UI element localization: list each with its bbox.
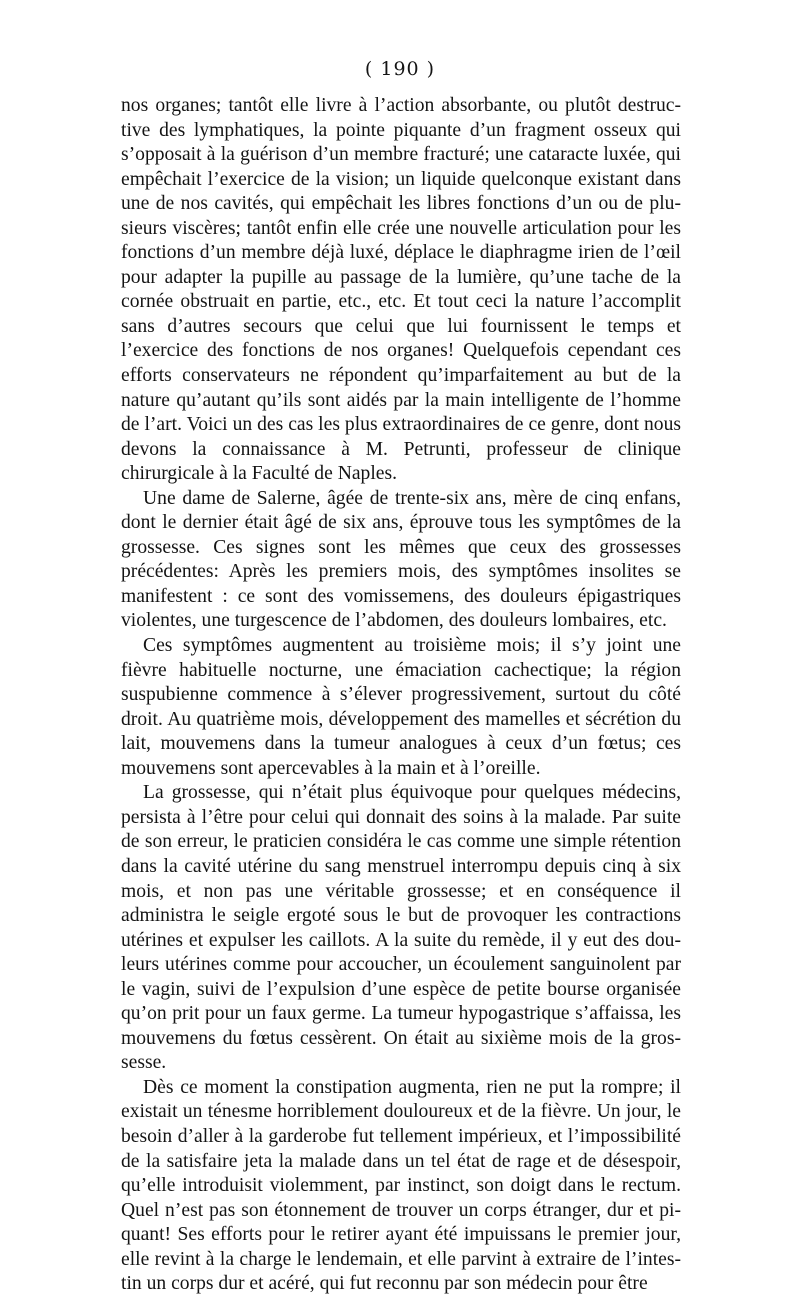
paragraph-3: Ces symptômes augmentent au troisième mois; il s’y joint une fièvre habituelle nocturne, une émaciation cachectique; la région suspubienne commence à s’élever progressivement, surtout du côté droit. Au quatrième mois, développement des mamelles et sécrétion du lait, mouvemens dans la tumeur analogues à ceux d’un fœtus; ces mouvemens sont apercevables à la main et à l’oreille. — [121, 635, 681, 779]
body-text — [121, 94, 681, 1297]
paragraph-4: La grossesse, qui n’était plus équivoque pour quelques médecins, persista à l’être pour celui qui donnait des soins à la malade. Par suite de son erreur, le praticien considéra le cas comme une simple rétention dans la cavité utérine du sang menstruel interrompu depuis cinq à six mois, et non pas une véritable grossesse; et en conséquence il administra le seigle ergoté sous le but de provoquer les contractions utérines et expulser les caillots. A la suite du remède, il y eut des douleurs utérines comme pour accoucher, un écoulement sanguinolent par le vagin, suivi de l’expulsion d’une espèce de petite bourse organisée qu’on prit pour un faux germe. La tumeur hypogastrique s’affaissa, les mouvemens du fœtus cessèrent. On était au sixième mois de la grossesse. — [121, 782, 681, 1074]
paragraph-5: Dès ce moment la constipation augmenta, rien ne put la rompre; il existait un ténesme horriblement douloureux et de la fièvre. Un jour, le besoin d’aller à la garderobe fut tellement impérieux, et l’impossibilité de la satisfaire jeta la malade dans un tel état de rage et de désespoir, qu’elle introduisit violemment, par instinct, son doigt dans le rectum. Quel n’est pas son étonnement de trouver un corps étranger, dur et piquant! Ses efforts pour le retirer ayant été impuissans le premier jour, elle revint à la charge le lendemain, et elle parvint à extraire de l’intestin un corps dur et acéré, qui fut reconnu par son médecin pour être — [121, 1076, 681, 1295]
page-number: ( 190 ) — [364, 58, 436, 80]
paragraph-1: nos organes; tantôt elle livre à l’action absorbante, ou plutôt destructive des lymphatiques, la pointe piquante d’un fragment osseux qui s’opposait à la guérison d’un membre fracturé; une cataracte luxée, qui empêchait l’exercice de la vision; un liquide quelconque existant dans une de nos cavités, qui empêchait les libres fonctions d’un ou de plusieurs viscères; tantôt enfin elle crée une nouvelle articulation pour les fonctions d’un membre déjà luxé, déplace le diaphragme irien de l’œil pour adapter la pupille au passage de la lumière, qu’une tache de la cornée obstruait en partie, etc., etc. Et tout ceci la nature l’accomplit sans d’autres secours que celui que lui fournissent le temps et l’exercice des fonctions de nos organes! Quelquefois cependant ces efforts conservateurs ne répondent qu’imparfaitement au but de la nature qu’autant qu’ils sont aidés par la main intelligente de l’homme de l’art. Voici un des cas les plus extraordinaires de ce genre, dont nous devons la connaissance à M. Petrunti, professeur de clinique chirurgicale à la Faculté de Naples. — [121, 95, 681, 485]
paragraph-2: Une dame de Salerne, âgée de trente-six ans, mère de cinq enfans, dont le dernier était âgé de six ans, éprouve tous les symptômes de la grossesse. Ces signes sont les mêmes que ceux des grossesses précédentes: Après les premiers mois, des symptômes insolites se manifestent : ce sont des vomissemens, des douleurs épigastriques violentes, une turgescence de l’abdomen, des douleurs lombaires, etc. — [121, 487, 681, 632]
